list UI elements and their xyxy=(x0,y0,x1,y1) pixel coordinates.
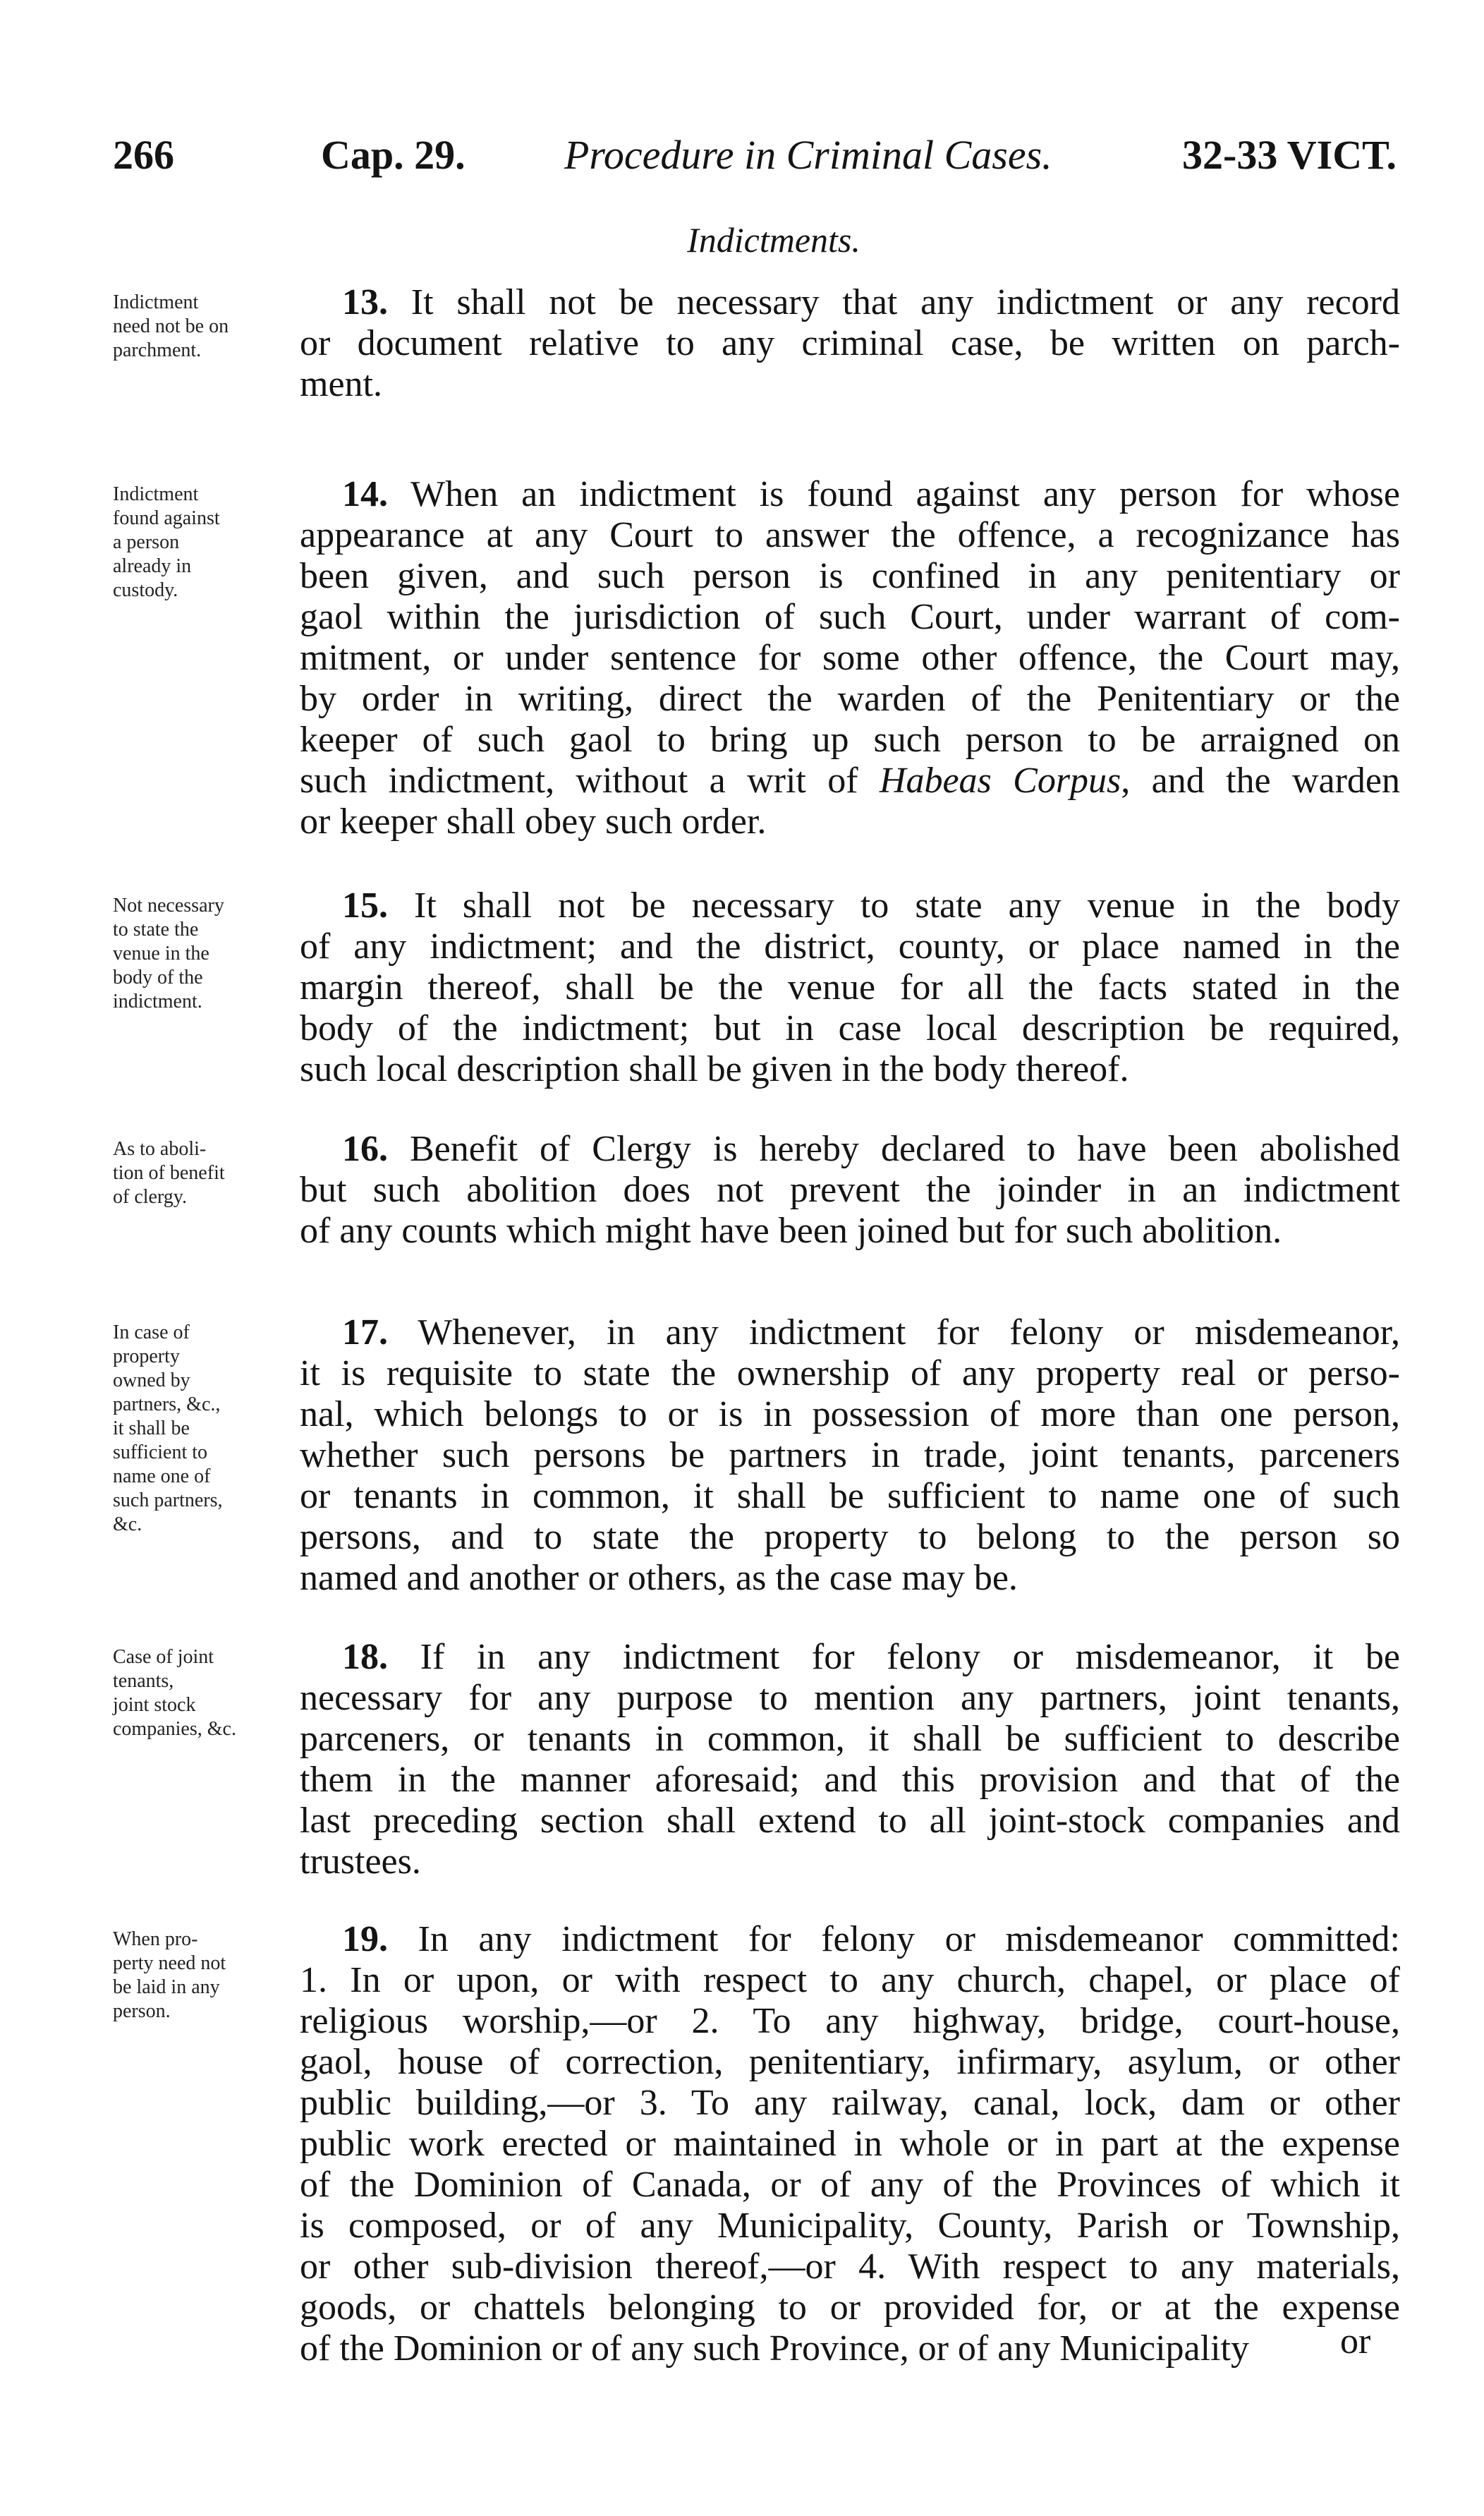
body-line: last preceding section shall extend to all joint-stock companies and xyxy=(300,1801,1400,1841)
marginal-note xyxy=(113,291,289,363)
page-number: 266 xyxy=(113,132,174,178)
marginal-note-line: name one of xyxy=(113,1465,211,1487)
body-line: ment. xyxy=(300,364,382,404)
marginal-note-line: venue in the xyxy=(113,943,209,964)
body-line: goods, or chattels belonging to or provided for, or at the expense xyxy=(300,2287,1400,2328)
body-line: of the Dominion of Canada, or of any of the Provinces of which it xyxy=(300,2165,1400,2205)
body-line: margin thereof, shall be the venue for all the facts stated in the xyxy=(300,967,1400,1008)
body-line: by order in writing, direct the warden of the Penitentiary or the xyxy=(300,679,1400,719)
body-line: keeper of such gaol to bring up such person to be arraigned on xyxy=(300,720,1400,760)
marginal-note-line: person. xyxy=(113,2000,171,2022)
body-line: but such abolition does not prevent the joinder in an indictment xyxy=(300,1170,1400,1210)
marginal-note-line: custody. xyxy=(113,579,178,601)
section-number: 14. xyxy=(342,474,388,514)
body-line: such local description shall be given in the body thereof. xyxy=(300,1049,1129,1089)
body-line xyxy=(300,1129,1400,1170)
body-line: or keeper shall obey such order. xyxy=(300,802,767,842)
body-line: mitment, or under sentence for some other offence, the Court may, xyxy=(300,638,1400,678)
body-line: 1. In or upon, or with respect to any church, chapel, or place of xyxy=(300,1960,1400,2000)
body-line-text: Benefit of Clergy is hereby declared to have been abolished xyxy=(409,1129,1401,1169)
body-line: body of the indictment; but in case local description be required, xyxy=(300,1008,1400,1048)
body-line-text: In any indictment for felony or misdemeanor committed: xyxy=(418,1919,1400,1959)
marginal-note-line: tenants, xyxy=(113,1670,174,1692)
body-line xyxy=(300,1312,1400,1353)
body-line: public work erected or maintained in whole or in part at the expense xyxy=(300,2124,1400,2164)
marginal-note-line: As to aboli- xyxy=(113,1138,207,1160)
marginal-note xyxy=(113,483,289,603)
section-heading: Indictments. xyxy=(687,220,860,260)
body-line: parceners, or tenants in common, it shall be sufficient to describe xyxy=(300,1719,1400,1759)
marginal-note-line: it shall be xyxy=(113,1417,190,1439)
section-body xyxy=(300,1637,1400,1882)
regnal-year: 32-33 VICT. xyxy=(1182,132,1397,178)
body-line-text: When an indictment is found against any person for whose xyxy=(410,474,1400,514)
body-line-text: Whenever, in any indictment for felony or misdemeanor, xyxy=(418,1312,1400,1353)
marginal-note-line: parchment. xyxy=(113,339,202,361)
marginal-note-line: indictment. xyxy=(113,991,202,1012)
marginal-note xyxy=(113,1321,289,1537)
marginal-note-line: In case of xyxy=(113,1321,190,1343)
marginal-note-line: owned by xyxy=(113,1369,190,1391)
body-line xyxy=(300,282,1400,323)
body-line: been given, and such person is confined in any penitentiary or xyxy=(300,556,1400,596)
marginal-note-line: Indictment xyxy=(113,483,199,505)
marginal-note-line: When pro- xyxy=(113,1928,198,1950)
body-line-text: If in any indictment for felony or misdemeanor, it be xyxy=(420,1637,1400,1677)
body-line: of any indictment; and the district, county, or place named in the xyxy=(300,926,1400,967)
body-line: gaol, house of correction, penitentiary, infirmary, asylum, or other xyxy=(300,2042,1400,2082)
running-title: Procedure in Criminal Cases. xyxy=(564,132,1052,178)
section-body xyxy=(300,474,1400,842)
catchword: or xyxy=(1340,2321,1371,2361)
marginal-note-line: already in xyxy=(113,555,192,577)
body-line-text: It shall not be necessary that any indictment or any record xyxy=(410,282,1400,322)
marginal-note-line: companies, &c. xyxy=(113,1718,236,1740)
body-line: trustees. xyxy=(300,1841,421,1882)
section-number: 13. xyxy=(342,282,388,322)
marginal-note xyxy=(113,894,289,1014)
marginal-note-line: of clergy. xyxy=(113,1186,187,1208)
marginal-note-line: property xyxy=(113,1345,180,1367)
body-line: appearance at any Court to answer the offence, a recognizance has xyxy=(300,515,1400,555)
body-line: religious worship,—or 2. To any highway, bridge, court-house, xyxy=(300,2001,1400,2041)
body-line: persons, and to state the property to belong to the person so xyxy=(300,1517,1400,1557)
section-body xyxy=(300,282,1400,405)
body-line: it is requisite to state the ownership of any property real or perso- xyxy=(300,1353,1400,1393)
section-body xyxy=(300,1129,1400,1252)
marginal-note-line: body of the xyxy=(113,967,203,988)
marginal-note-line: tion of benefit xyxy=(113,1162,225,1184)
marginal-note-line: joint stock xyxy=(113,1694,196,1716)
chapter-label: Cap. 29. xyxy=(321,132,466,178)
marginal-note-line: &c. xyxy=(113,1513,142,1535)
body-line: of the Dominion or of any such Province, or of any Municipality xyxy=(300,2328,1249,2369)
marginal-note-line: Case of joint xyxy=(113,1646,214,1668)
marginal-note-line: to state the xyxy=(113,919,199,941)
body-line xyxy=(300,474,1400,515)
body-line: of any counts which might have been joined but for such abolition. xyxy=(300,1211,1282,1251)
body-line: or tenants in common, it shall be sufficient to name one of such xyxy=(300,1476,1400,1516)
section-body xyxy=(300,1919,1400,2369)
body-line: or other sub-division thereof,—or 4. With respect to any materials, xyxy=(300,2246,1400,2287)
section-number: 16. xyxy=(342,1129,388,1169)
marginal-note-line: partners, &c., xyxy=(113,1393,221,1415)
section-body xyxy=(300,1312,1400,1599)
body-line: nal, which belongs to or is in possession of more than one person, xyxy=(300,1394,1400,1434)
body-line: gaol within the jurisdiction of such Court, under warrant of com- xyxy=(300,597,1400,637)
marginal-note-line: found against xyxy=(113,507,220,529)
body-line xyxy=(300,885,1400,926)
marginal-note-line: be laid in any xyxy=(113,1976,220,1998)
section-number: 19. xyxy=(342,1919,388,1959)
body-line: or document relative to any criminal case, be written on parch- xyxy=(300,323,1400,363)
body-line: public building,—or 3. To any railway, canal, lock, dam or other xyxy=(300,2083,1400,2123)
body-line: named and another or others, as the case may be. xyxy=(300,1558,1018,1598)
marginal-note-line: Not necessary xyxy=(113,895,224,917)
marginal-note-line: a person xyxy=(113,531,180,553)
body-line: is composed, or of any Municipality, County, Parish or Township, xyxy=(300,2206,1400,2246)
section-number: 17. xyxy=(342,1312,388,1353)
section-number: 15. xyxy=(342,885,388,926)
body-line xyxy=(300,1919,1400,1960)
marginal-note xyxy=(113,1645,289,1741)
marginal-note xyxy=(113,1928,289,2024)
marginal-note-line: sufficient to xyxy=(113,1441,208,1463)
italic-term: Habeas Corpus xyxy=(879,761,1121,801)
section-number: 18. xyxy=(342,1637,388,1677)
body-line: such indictment, without a writ of Habeas Corpus, and the warden xyxy=(300,761,1400,801)
marginal-note-line: need not be on xyxy=(113,315,229,337)
body-line: whether such persons be partners in trade, joint tenants, parceners xyxy=(300,1435,1400,1475)
marginal-note-line: perty need not xyxy=(113,1952,226,1974)
body-line xyxy=(300,1637,1400,1678)
body-line-text: It shall not be necessary to state any venue in the body xyxy=(414,885,1400,926)
running-head xyxy=(113,127,1397,183)
marginal-note xyxy=(113,1137,289,1209)
body-line: necessary for any purpose to mention any partners, joint tenants, xyxy=(300,1678,1400,1718)
body-line: them in the manner aforesaid; and this provision and that of the xyxy=(300,1760,1400,1800)
marginal-note-line: Indictment xyxy=(113,291,199,313)
section-body xyxy=(300,885,1400,1090)
marginal-note-line: such partners, xyxy=(113,1489,223,1511)
